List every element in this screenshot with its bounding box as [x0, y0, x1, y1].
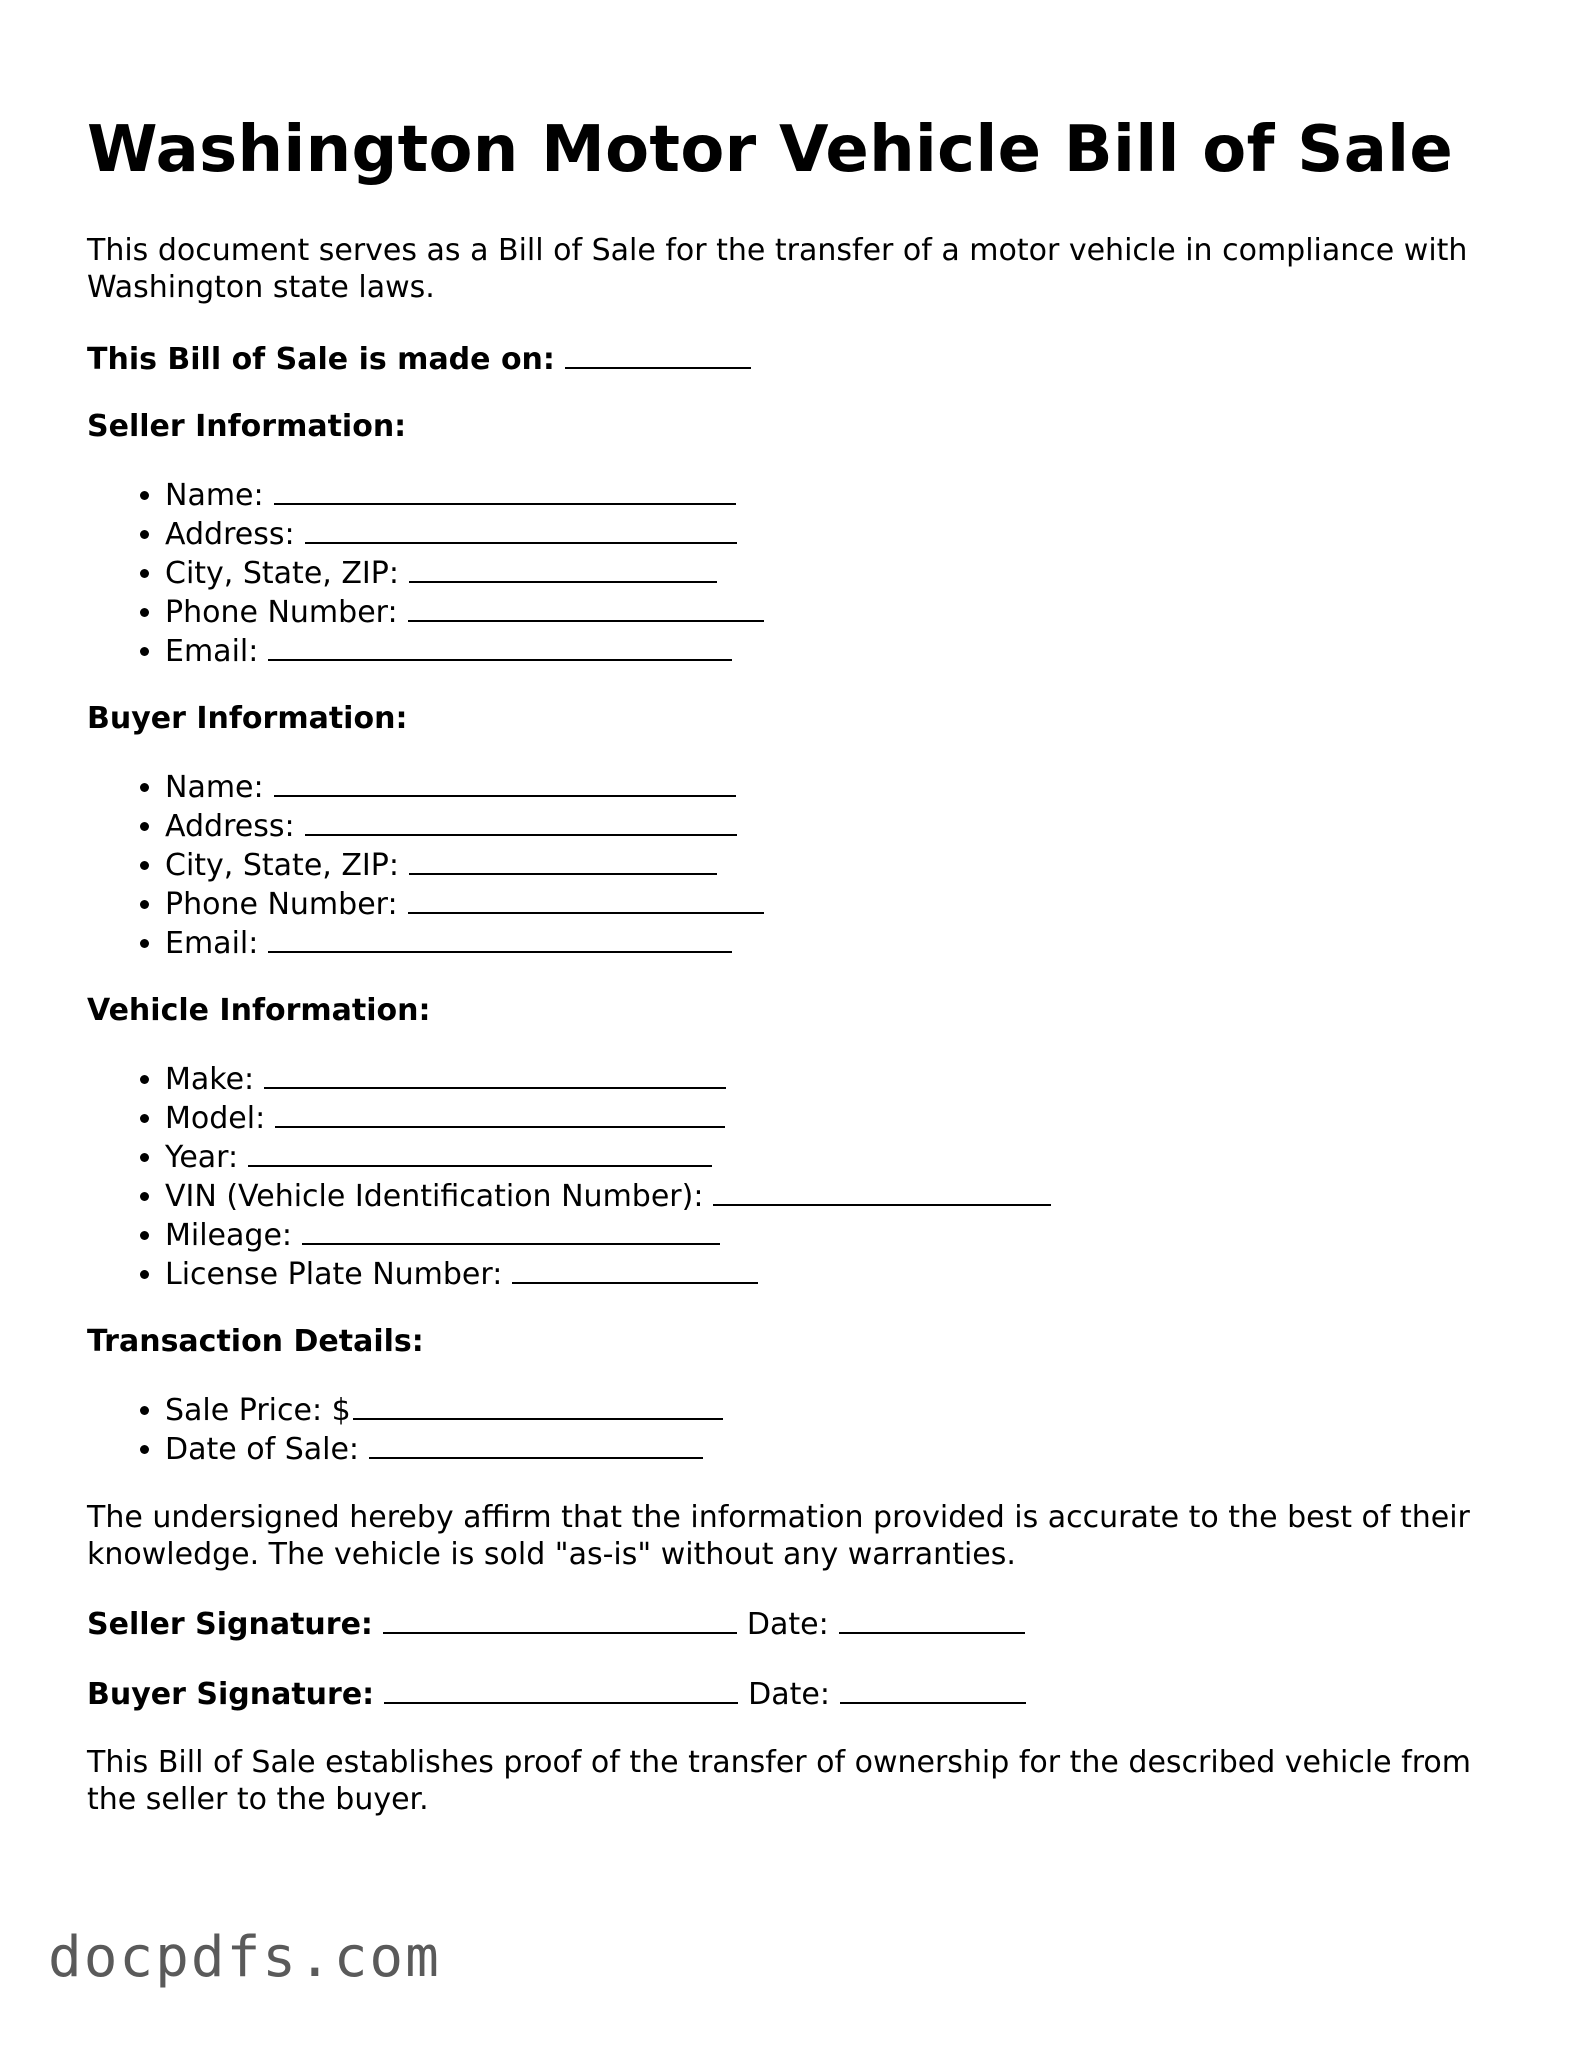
list-item: [165, 923, 1487, 962]
vehicle-mileage-blank[interactable]: [302, 1215, 720, 1245]
list-item: [165, 514, 1487, 553]
list-item: [165, 1215, 1487, 1254]
seller-email-blank[interactable]: [268, 631, 732, 661]
list-item: [165, 475, 1487, 514]
seller-date-label: Date:: [746, 1607, 829, 1642]
list-item: [165, 1176, 1487, 1215]
watermark: docpdfs.com: [48, 1925, 441, 1990]
buyer-date-label: Date:: [748, 1677, 830, 1712]
closing-paragraph: This Bill of Sale establishes proof of the transfer of ownership for the described vehicle from the seller to the buyer.: [87, 1745, 1471, 1817]
field-label: Name:: [165, 770, 264, 805]
buyer-phone-blank[interactable]: [408, 884, 764, 914]
field-label: Phone Number:: [165, 887, 398, 922]
list-item: [165, 767, 1487, 806]
list-item: [165, 884, 1487, 923]
buyer-signature-label: Buyer Signature:: [87, 1677, 375, 1712]
buyer-signature-row: [87, 1674, 1487, 1713]
bill-of-sale-document: [87, 108, 1487, 1818]
list-item: [165, 845, 1487, 884]
list-item: [165, 1254, 1487, 1293]
transaction-fields: [87, 1390, 1487, 1468]
field-label: License Plate Number:: [165, 1257, 503, 1292]
seller-phone-blank[interactable]: [408, 592, 764, 622]
seller-fields: [87, 475, 1487, 670]
field-label: City, State, ZIP:: [165, 848, 399, 883]
field-label: Email:: [165, 634, 259, 669]
list-item: [165, 592, 1487, 631]
buyer-name-blank[interactable]: [274, 767, 736, 797]
field-label: City, State, ZIP:: [165, 556, 399, 591]
list-item: [165, 1059, 1487, 1098]
field-label: Make:: [165, 1062, 255, 1097]
list-item: [165, 631, 1487, 670]
vehicle-heading: Vehicle Information:: [87, 993, 431, 1028]
list-item: [165, 1098, 1487, 1137]
vehicle-make-blank[interactable]: [264, 1059, 726, 1089]
seller-name-blank[interactable]: [274, 475, 736, 505]
field-label: Model:: [165, 1101, 266, 1136]
list-item: [165, 1429, 1487, 1468]
sale-price-blank[interactable]: [353, 1390, 723, 1420]
buyer-heading: Buyer Information:: [87, 701, 408, 736]
field-label: Mileage:: [165, 1218, 293, 1253]
vehicle-fields: [87, 1059, 1487, 1293]
buyer-city-state-zip-blank[interactable]: [409, 845, 717, 875]
document-title: Washington Motor Vehicle Bill of Sale: [87, 113, 1454, 187]
field-label: Name:: [165, 478, 264, 513]
field-label: Sale Price: $: [165, 1393, 351, 1428]
date-of-sale-blank[interactable]: [369, 1429, 703, 1459]
list-item: [165, 806, 1487, 845]
field-label: Address:: [165, 517, 295, 552]
field-label: Email:: [165, 926, 259, 961]
vehicle-year-blank[interactable]: [248, 1137, 712, 1167]
list-item: [165, 553, 1487, 592]
seller-city-state-zip-blank[interactable]: [409, 553, 717, 583]
seller-signature-blank[interactable]: [383, 1604, 737, 1634]
vehicle-vin-blank[interactable]: [713, 1176, 1051, 1206]
list-item: [165, 1137, 1487, 1176]
buyer-signature-blank[interactable]: [384, 1674, 738, 1704]
seller-heading: Seller Information:: [87, 409, 407, 444]
made-on-blank[interactable]: [565, 339, 751, 369]
buyer-fields: [87, 767, 1487, 962]
field-label: VIN (Vehicle Identification Number):: [165, 1179, 704, 1214]
buyer-email-blank[interactable]: [268, 923, 732, 953]
made-on-row: [87, 339, 1487, 378]
seller-address-blank[interactable]: [305, 514, 737, 544]
seller-date-blank[interactable]: [839, 1604, 1025, 1634]
made-on-label: This Bill of Sale is made on:: [87, 342, 555, 377]
vehicle-license-plate-blank[interactable]: [512, 1254, 758, 1284]
field-label: Phone Number:: [165, 595, 398, 630]
buyer-address-blank[interactable]: [305, 806, 737, 836]
intro-paragraph: This document serves as a Bill of Sale for the transfer of a motor vehicle in compliance with Washington state laws.: [87, 233, 1468, 305]
affirmation-paragraph: The undersigned hereby affirm that the information provided is accurate to the best of their knowledge. The vehicle is sold "as-is" without any warranties.: [87, 1500, 1470, 1572]
list-item: [165, 1390, 1487, 1429]
field-label: Date of Sale:: [165, 1432, 360, 1467]
transaction-heading: Transaction Details:: [87, 1324, 424, 1359]
field-label: Year:: [165, 1140, 239, 1175]
seller-signature-label: Seller Signature:: [87, 1607, 373, 1642]
vehicle-model-blank[interactable]: [275, 1098, 725, 1128]
buyer-date-blank[interactable]: [840, 1674, 1026, 1704]
field-label: Address:: [165, 809, 295, 844]
seller-signature-row: [87, 1604, 1487, 1643]
